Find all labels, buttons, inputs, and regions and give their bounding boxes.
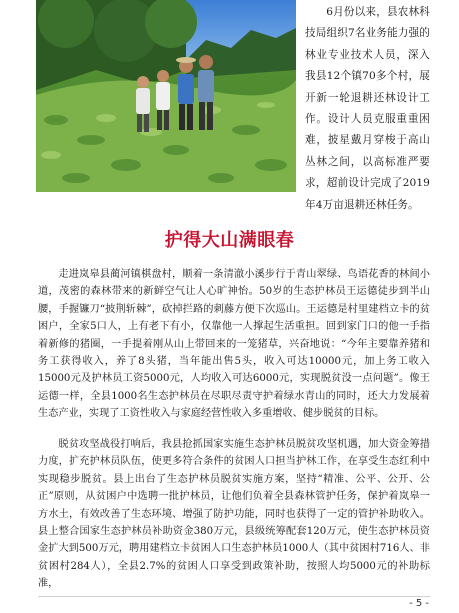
page-number: - 5 - bbox=[409, 598, 429, 609]
article-photo bbox=[36, 0, 296, 192]
article-paragraph: 走进岚皋县蔺河镇棋盘村，顺着一条清澈小溪步行于青山翠绿、鸟语花香的林间小道，茂密的森林带来的新鲜空气让人心旷神怡。50岁的生态护林员王运德徒步到半山腰，手握镰刀“披荆斩棘”，砍掉拦路的刺藤方便下次巡山。王运德是村里建档立卡的贫困户，全家5口人，上有老下有小，仅靠他一人撑起生活重担。回到家门口的他一手指着新修的猪圈，一手提着刚从山上带回来的一笼猪草，兴奋地说：“今年主要靠养猪和务工获得收入，养了8头猪，当年能出售5头，收入可达10000元，加上务工收入15000元及护林员工资5000元，人均收入可达6000元，实现脱贫没一点问题”。像王运德一样，全县1000名生态护林员在尽职尽责守护着绿水青山的同时，还大力发展着生态产业，实现了工资性收入与家庭经营性收入多重增收、健步脱贫的目标。 bbox=[38, 269, 430, 420]
article-title: 护得大山满眼春 bbox=[164, 230, 295, 251]
article-paragraph: 脱贫攻坚战役打响后，我县抢抓国家实施生态护林员脱贫攻坚机遇，加大资金筹措力度，扩充护林员队伍，使更多符合条件的贫困人口担当护林工作，在享受生态红利中实现稳步脱贫。县上出台了生态护林员脱贫实施方案，坚持“精准、公平、公开、公正”原则，从贫困户中选聘一批护林员，让他们负着全县森林管护任务，保护着岚皋一方水土，有效改善了生态环境、增强了防护功能，同时也获得了一定的管护补助收入。县上整合国家生态护林员补助资金380万元，县级统筹配套120万元，使生态护林员资金扩大到500万元，聘用建档立卡贫困人口生态护林员1000人（其中贫困村716人、非贫困村284人），全县2.7%的贫困人口享受到政策补助，按照人均5000元的补助标准， bbox=[38, 439, 430, 590]
footer-divider bbox=[38, 596, 430, 597]
forest-field-photo bbox=[36, 0, 296, 192]
intro-paragraph: 6月份以来，县农林科技局组织7名业务能力强的林业专业技术人员，深入我县12个镇70多个村，展开新一轮退耕还林设计工作。设计人员克服重重困难，披星戴月穿梭于高山丛林之间，以高标准严要求，超前设计完成了2019年4万亩退耕还林任务。 bbox=[305, 6, 430, 211]
